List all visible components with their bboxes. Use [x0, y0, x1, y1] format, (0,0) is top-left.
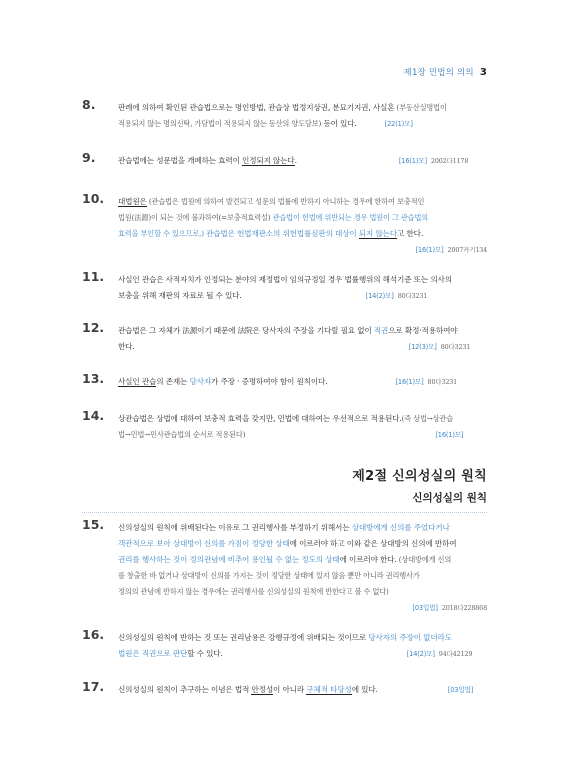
item-number: 9. [82, 150, 96, 165]
item-number: 15. [82, 517, 105, 532]
text-segment: 신의성실의 원칙에 반하는 것 또는 권리남용은 강행규정에 위배되는 것이므로 [118, 633, 369, 642]
text-segment: 보충을 위해 재판의 자료로 될 수 있다. [118, 291, 242, 300]
text-segment: 에 있다. [351, 685, 378, 694]
item-number: 14. [82, 408, 105, 423]
exam-tag: [22(1)모] [384, 120, 413, 128]
text-segment: 한다. [118, 342, 135, 351]
section-title [352, 465, 487, 484]
text-segment: 할 수 있다. [187, 649, 223, 658]
item-number: 16. [82, 627, 105, 642]
text-segment: 사실인 관습은 사적자치가 인정되는 분야의 제정법이 임의규정일 경우 법률행위의 해석기준 또는 의사의 [118, 275, 452, 284]
text-segment: 으로 확정·적용하여야 [388, 326, 458, 335]
text-segment: 정의의 관념에 반하지 않는 경우에는 권리행사를 신의성실의 원칙에 반한다고 볼 수 없다) [118, 587, 389, 596]
text-underlined: 대법원은 [118, 197, 147, 206]
text-underlined: 사실인 관습 [118, 377, 157, 386]
text-segment: 상관습법은 상법에 대하여 보충적 효력을 갖지만, 민법에 대하여는 우선적으로 적용된다. [118, 414, 402, 423]
text-segment: 등이 있다. [321, 119, 357, 128]
item-text [118, 520, 487, 616]
item-number: 13. [82, 371, 105, 386]
item-text [118, 100, 487, 132]
text-segment: (부동산실명법이 [394, 103, 447, 112]
item-text [118, 682, 487, 698]
case-number: 80다3231 [397, 292, 428, 300]
text-segment: 가 주장 · 증명하여야 함이 원칙이다. [211, 377, 328, 386]
item-text [118, 323, 487, 355]
text-highlight: 당사자 [189, 377, 212, 386]
text-segment: 적용되지 않는 명의신탁, 가담법이 적용되지 않는 동산의 양도담보) [118, 119, 322, 128]
page-number: 3 [479, 67, 487, 78]
item-number: 10. [82, 191, 105, 206]
item-text [118, 411, 487, 443]
item-number: 8. [82, 97, 96, 112]
exam-tag: [14(2)모] [365, 292, 394, 300]
exam-tag: [12(3)모] [408, 343, 437, 351]
text-highlight: 관습법은 헌법재판소의 위헌법률심판의 대상이 [206, 229, 359, 238]
text-segment: 관습법은 그 자체가 法源이기 때문에 法院은 당사자의 주장을 기다릴 필요 없이 [118, 326, 374, 335]
text-underlined: 안정성 [251, 685, 274, 694]
exam-tag: [16(1)모] [435, 431, 464, 439]
exam-tag: [16(1)모] [415, 246, 444, 254]
case-number: 2007카기134 [447, 246, 487, 254]
chapter-title: 제1장 민법의 의의 [403, 68, 474, 78]
running-header [404, 66, 487, 78]
case-number: 80다3231 [440, 343, 471, 351]
text-segment: 이 아니라 [273, 685, 307, 694]
case-number: 2002다1178 [430, 157, 469, 165]
text-segment: 고 한다. [397, 229, 424, 238]
text-highlight: 권리를 행사하는 것이 정의관념에 비추어 용인될 수 없는 정도의 상태 [118, 555, 340, 564]
text-segment: 신의성실의 원칙에 위배된다는 이유로 그 권리행사를 부정하기 위해서는 [118, 523, 352, 532]
case-number: 80다3231 [427, 378, 458, 386]
text-highlight: 객관적으로 보아 상대방이 신의를 가짐이 정당한 상태 [118, 539, 290, 548]
item-text [118, 153, 487, 169]
section-heading-text: 신의성실의 원칙 [387, 469, 487, 484]
text-segment: (상대방에게 신의 [396, 555, 452, 564]
item-text [118, 194, 487, 258]
item-number: 11. [82, 269, 105, 284]
exam-tag: [03입법] [412, 604, 438, 612]
text-segment: 판례에 의하여 확인된 관습법으로는 명인방법, 관습상 법정지상권, 분묘기지권, 사실혼 [118, 103, 395, 112]
exam-tag: [16(1)모] [395, 378, 424, 386]
text-segment: 에 이르러야 하고 이와 같은 상대방의 신의에 반하여 [289, 539, 457, 548]
text-underlined: 인정되지 않는다 [242, 156, 295, 165]
section-divider [82, 512, 487, 513]
text-highlight: 상대방에게 신의를 주었다거나 [351, 523, 450, 532]
text-highlight: 효력을 부인할 수 있으므로,) [118, 229, 207, 238]
text-segment: (즉 상법→상관습 [401, 414, 454, 423]
text-highlight: 당사자의 주장이 없더라도 [368, 633, 452, 642]
item-text [118, 630, 487, 662]
section-number: 제2절 [352, 469, 388, 484]
exam-tag: [14(2)모] [406, 650, 435, 658]
text-segment: (관습법은 법원에 의하여 발견되고 성문의 법률에 반하지 아니하는 경우에 한하여 보충적인 [146, 197, 425, 206]
text-highlight: 관습법이 헌법에 위반되는 경우 법원이 그 관습법의 [272, 213, 429, 222]
exam-tag: [16(1)모] [398, 157, 427, 165]
item-text [118, 272, 487, 304]
item-text [118, 374, 487, 390]
text-segment: 를 창출한 바 없거나 상대방이 신의를 가지는 것이 정당한 상태에 있지 않음 뿐만 아니라 권리행사가 [118, 571, 420, 580]
text-segment: 신의성실의 원칙이 추구하는 이념은 법적 [118, 685, 252, 694]
text-segment: 에 이르러야 한다. [339, 555, 397, 564]
text-underlined: 되지 않는다 [358, 229, 398, 238]
text-highlight: 법원은 직권으로 판단 [118, 649, 188, 658]
case-number: 94다42129 [438, 650, 473, 658]
text-segment: . [294, 156, 297, 165]
text-segment: 법→민법→민사관습법의 순서로 적용된다) [118, 430, 246, 439]
text-highlight: 직권 [373, 326, 389, 335]
item-number: 17. [82, 679, 105, 694]
item-number: 12. [82, 320, 105, 335]
exam-tag: [03입법] [447, 686, 474, 694]
subsection-title: 신의성실의 원칙 [412, 492, 487, 504]
case-number: 2018다228868 [441, 604, 487, 612]
text-segment: 관습법에는 성문법을 개폐하는 효력이 [118, 156, 243, 165]
text-underlined: 구체적 타당성 [306, 685, 352, 694]
text-segment: 의 존재는 [156, 377, 190, 386]
text-segment: 법원(法源)이 되는 것에 불과하여(=보충적효력설) [118, 213, 273, 222]
